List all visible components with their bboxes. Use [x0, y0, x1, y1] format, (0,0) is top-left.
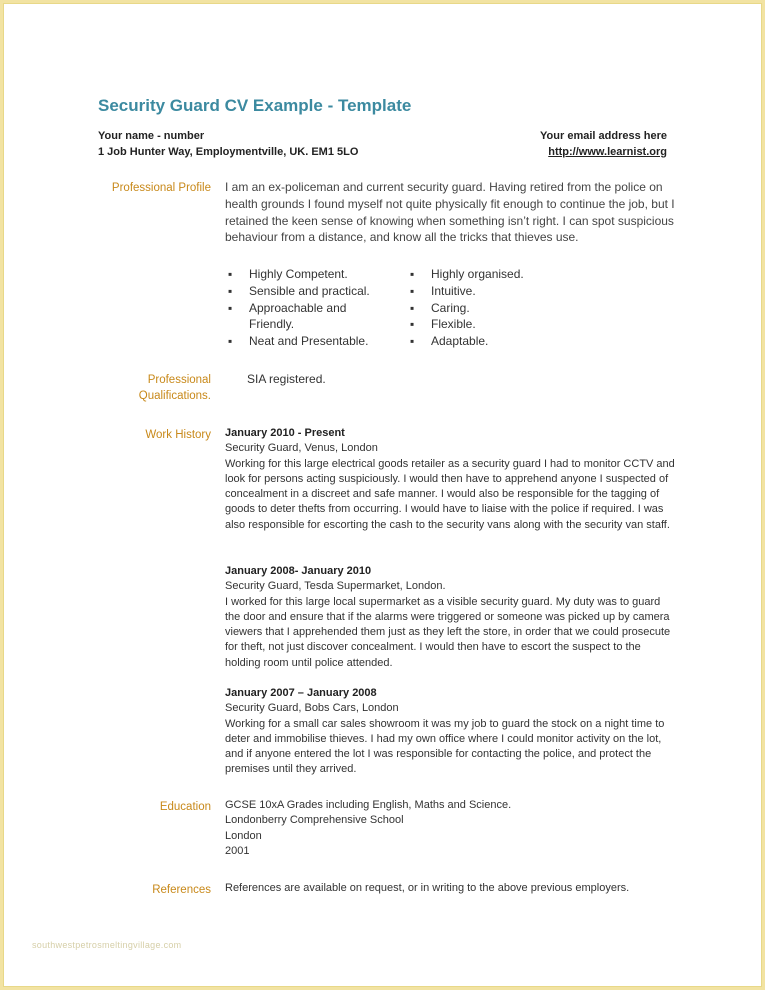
section-label-qualifications: [64, 372, 211, 404]
references-text: References are available on request, or in writing to the above previous employers.: [225, 882, 630, 894]
job-description: I worked for this large local supermarket as a visible security guard. My duty was to guard the door and ensure that if the alarms were triggered or someone was picked up by camera viewers that I apprehended them just as they left the store, in order that we could prosecute for theft, not just discover concealment. I would then have to escort the suspect to the holding room until police attended.: [225, 595, 671, 669]
cv-page: [3, 3, 762, 987]
bullet-item: ▪ Approachable and Friendly.: [225, 300, 359, 334]
job-role: Security Guard, Venus, London: [225, 442, 378, 455]
section-label-work-history: Work History: [145, 429, 211, 441]
profile-bullets: [225, 266, 675, 356]
bullet-item: ▪ Highly Competent.: [225, 266, 405, 283]
profile-text: I am an ex-policeman and current security guard. Having retired from the police on health grounds I found myself not quite physically fit enough to continue the job, but I retained the keen sense of knowing when something isn’t right. I can spot suspicious behaviour from a distance, and know all the tricks that thieves use.: [225, 180, 675, 245]
qualifications-text: SIA registered.: [247, 372, 326, 386]
qualifications-label-line: Professional: [147, 374, 211, 386]
education-line: 2001: [225, 844, 250, 857]
job-entry: [225, 686, 675, 778]
education-line: GCSE 10xA Grades including English, Maths and Science.: [225, 799, 512, 811]
postal-address: 1 Job Hunter Way, Employmentville, UK. EM1 5LO: [98, 146, 359, 158]
education-details: [225, 798, 511, 859]
job-entry: [225, 426, 675, 533]
job-role: Security Guard, Bobs Cars, London: [225, 702, 399, 715]
education-line: London: [225, 829, 262, 842]
contact-left: [98, 128, 358, 160]
website-link[interactable]: http://www.learnist.org: [548, 146, 667, 158]
bullet-column-right: [407, 266, 587, 350]
document-title: Security Guard CV Example - Template: [98, 96, 412, 115]
section-label-profile: Professional Profile: [111, 182, 211, 194]
bullet-item: ▪ Flexible.: [407, 316, 587, 333]
bullet-item: ▪ Sensible and practical.: [225, 283, 405, 300]
section-label-references: References: [152, 884, 211, 896]
job-description: Working for this large electrical goods retailer as a security guard I had to monitor CCTV and look for persons acting suspiciously. I would then have to apprehend anyone I suspected of concealment in a discreet and safe manner. I would also be responsible for the tagging of goods to deter thefts from occurring. I would have to liaise with the police if required. I was also responsible for escorting the cash to the security vans along with the security van staff.: [225, 457, 675, 531]
job-role: Security Guard, Tesda Supermarket, London.: [225, 580, 446, 593]
job-description: Working for a small car sales showroom it was my job to guard the stock on a night time to deter and immobilise thieves. I had my own office where I could monitor activity on the lot, and if anyone entered the lot I was responsible for contacting the police, and protect the premises until they arrived.: [225, 717, 665, 776]
education-line: Londonberry Comprehensive School: [225, 814, 404, 827]
section-label-education: Education: [159, 801, 211, 813]
bullet-item: ▪ Intuitive.: [407, 283, 587, 300]
job-dates: January 2007 – January 2008: [225, 687, 377, 699]
bullet-column-left: [225, 266, 405, 350]
job-dates: January 2010 - Present: [225, 427, 345, 439]
watermark-text: southwestpetrosmeltingvillage.com: [32, 940, 182, 950]
bullet-item: ▪ Adaptable.: [407, 333, 587, 350]
bullet-item: ▪ Neat and Presentable.: [225, 333, 405, 350]
name-number: Your name - number: [98, 130, 205, 142]
email-address: Your email address here: [540, 130, 667, 142]
job-dates: January 2008- January 2010: [225, 565, 372, 577]
bullet-item: ▪ Caring.: [407, 300, 587, 317]
contact-right: [540, 128, 667, 160]
qualifications-label-line: Qualifications.: [138, 390, 211, 402]
job-entry: [225, 564, 675, 671]
bullet-item: ▪ Highly organised.: [407, 266, 587, 283]
